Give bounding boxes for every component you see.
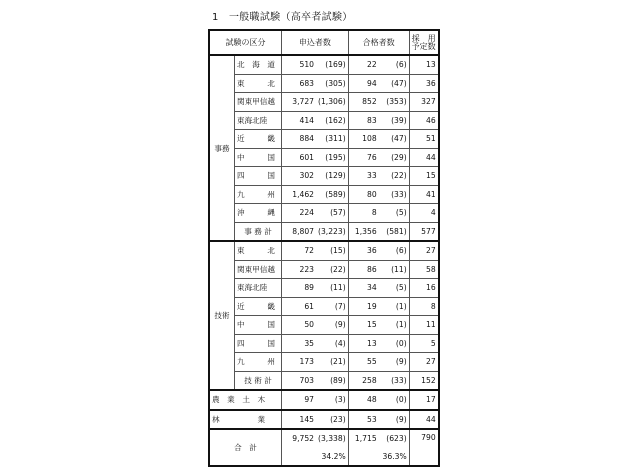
hires-value: 5 — [409, 334, 439, 353]
passed-value: 258 — [348, 371, 379, 390]
passed-value: 36 — [348, 241, 379, 260]
passed-value: 34 — [348, 279, 379, 298]
passed-female: (1) — [379, 297, 410, 316]
hires-value: 8 — [409, 297, 439, 316]
hires-value: 17 — [409, 390, 439, 410]
applicants-value: 1,462 — [282, 185, 317, 204]
hires-value: 46 — [409, 111, 439, 130]
table-row — [209, 204, 439, 223]
applicants-value: 89 — [282, 279, 317, 298]
applicants-value: 61 — [282, 297, 317, 316]
applicants-value: 302 — [282, 167, 317, 186]
region-label: 関東甲信越 — [235, 93, 282, 112]
row-label: 農 業 土 木 — [209, 390, 282, 410]
region-label: 東 北 — [235, 74, 282, 93]
passed-female: (11) — [379, 260, 410, 279]
region-label: 九 州 — [235, 353, 282, 372]
passed-value: 94 — [348, 74, 379, 93]
passed-value: 19 — [348, 297, 379, 316]
region-label: 沖 縄 — [235, 204, 282, 223]
total-hires: 790 — [409, 429, 439, 466]
region-label: 四 国 — [235, 334, 282, 353]
hires-value: 44 — [409, 148, 439, 167]
applicants-female: (57) — [316, 204, 348, 223]
passed-value: 13 — [348, 334, 379, 353]
subtotal-row — [209, 222, 439, 241]
hires-value: 51 — [409, 130, 439, 149]
passed-value: 48 — [348, 390, 379, 410]
applicants-female: (305) — [316, 74, 348, 93]
applicants-female: (311) — [316, 130, 348, 149]
passed-value: 22 — [348, 55, 379, 74]
table-row — [209, 93, 439, 112]
passed-female: (581) — [379, 222, 410, 241]
passed-value: 33 — [348, 167, 379, 186]
passed-female: (353) — [379, 93, 410, 112]
region-label: 北 海 道 — [235, 55, 282, 74]
row-ringyo — [209, 410, 439, 430]
applicants-value: 414 — [282, 111, 317, 130]
passed-female: (5) — [379, 279, 410, 298]
passed-female: (39) — [379, 111, 410, 130]
applicants-value: 683 — [282, 74, 317, 93]
applicants-female: (169) — [316, 55, 348, 74]
passed-female: (29) — [379, 148, 410, 167]
applicants-value: 884 — [282, 130, 317, 149]
table-row — [209, 130, 439, 149]
hires-value: 16 — [409, 279, 439, 298]
applicants-female-ratio: 34.2% — [282, 448, 349, 467]
applicants-female: (1,306) — [316, 93, 348, 112]
applicants-female: (15) — [316, 241, 348, 260]
applicants-female: (9) — [316, 316, 348, 335]
passed-value: 8 — [348, 204, 379, 223]
applicants-female: (22) — [316, 260, 348, 279]
applicants-female: (21) — [316, 353, 348, 372]
applicants-female: (3) — [316, 390, 348, 410]
applicants-value: 510 — [282, 55, 317, 74]
hires-value: 27 — [409, 353, 439, 372]
applicants-value: 97 — [282, 390, 317, 410]
passed-female: (6) — [379, 55, 410, 74]
table-row — [209, 316, 439, 335]
passed-female: (22) — [379, 167, 410, 186]
applicants-value: 601 — [282, 148, 317, 167]
region-label: 東海北陸 — [235, 279, 282, 298]
hires-value: 58 — [409, 260, 439, 279]
region-label: 近 畿 — [235, 297, 282, 316]
passed-value: 76 — [348, 148, 379, 167]
table-row — [209, 185, 439, 204]
header-passed: 合格者数 — [348, 30, 409, 55]
hires-value: 327 — [409, 93, 439, 112]
applicants-value: 173 — [282, 353, 317, 372]
header-category: 試験の区分 — [209, 30, 282, 55]
table-row — [209, 148, 439, 167]
passed-value: 86 — [348, 260, 379, 279]
applicants-value: 145 — [282, 410, 317, 430]
passed-female: (9) — [379, 353, 410, 372]
applicants-female: (7) — [316, 297, 348, 316]
table-row — [209, 55, 439, 74]
table-row — [209, 260, 439, 279]
applicants-female: (23) — [316, 410, 348, 430]
exam-results-table — [208, 29, 440, 467]
table-row — [209, 74, 439, 93]
passed-female-ratio: 36.3% — [348, 448, 409, 467]
hires-value: 41 — [409, 185, 439, 204]
passed-value: 108 — [348, 130, 379, 149]
hires-value: 11 — [409, 316, 439, 335]
applicants-value: 50 — [282, 316, 317, 335]
document-title: 1 一般職試験（高卒者試験） — [212, 12, 353, 23]
table-row — [209, 353, 439, 372]
hires-value: 27 — [409, 241, 439, 260]
hires-value: 15 — [409, 167, 439, 186]
total-label: 合 計 — [209, 429, 282, 466]
region-label: 四 国 — [235, 167, 282, 186]
passed-value: 80 — [348, 185, 379, 204]
applicants-female: (11) — [316, 279, 348, 298]
region-label: 中 国 — [235, 148, 282, 167]
table-row — [209, 167, 439, 186]
hires-value: 36 — [409, 74, 439, 93]
region-label: 九 州 — [235, 185, 282, 204]
hires-value: 152 — [409, 371, 439, 390]
table-row — [209, 111, 439, 130]
hires-value: 13 — [409, 55, 439, 74]
group-label: 事務 — [209, 55, 235, 241]
applicants-female: (129) — [316, 167, 348, 186]
hires-value: 4 — [409, 204, 439, 223]
region-label: 中 国 — [235, 316, 282, 335]
header-applicants: 申込者数 — [282, 30, 349, 55]
region-label: 東海北陸 — [235, 111, 282, 130]
subtotal-row — [209, 371, 439, 390]
passed-female: (33) — [379, 371, 410, 390]
passed-female: (5) — [379, 204, 410, 223]
passed-female: (0) — [379, 390, 410, 410]
passed-value: 83 — [348, 111, 379, 130]
applicants-female: (195) — [316, 148, 348, 167]
table-row — [209, 279, 439, 298]
applicants-value: 223 — [282, 260, 317, 279]
applicants-female: (4) — [316, 334, 348, 353]
header-row — [209, 30, 439, 55]
applicants-value: 8,807 — [282, 222, 317, 241]
passed-female: (47) — [379, 130, 410, 149]
applicants-female: (3,223) — [316, 222, 348, 241]
passed-value: 55 — [348, 353, 379, 372]
table-row — [209, 297, 439, 316]
hires-value: 577 — [409, 222, 439, 241]
passed-female: (33) — [379, 185, 410, 204]
row-total — [209, 429, 439, 448]
passed-value: 53 — [348, 410, 379, 430]
passed-value: 852 — [348, 93, 379, 112]
passed-female: (9) — [379, 410, 410, 430]
hires-value: 44 — [409, 410, 439, 430]
region-label: 東 北 — [235, 241, 282, 260]
subtotal-label: 技 術 計 — [235, 371, 282, 390]
passed-female: (0) — [379, 334, 410, 353]
table-row — [209, 241, 439, 260]
applicants-value: 3,727 — [282, 93, 317, 112]
applicants-value: 72 — [282, 241, 317, 260]
passed-female: (1) — [379, 316, 410, 335]
total-passed: 1,715 — [348, 429, 379, 448]
passed-value: 1,356 — [348, 222, 379, 241]
passed-female: (6) — [379, 241, 410, 260]
applicants-female: (162) — [316, 111, 348, 130]
applicants-female: (89) — [316, 371, 348, 390]
header-hires: 採 用 予定数 — [409, 30, 439, 55]
table-row — [209, 334, 439, 353]
subtotal-label: 事 務 計 — [235, 222, 282, 241]
total-applicants: 9,752 — [282, 429, 317, 448]
region-label: 関東甲信越 — [235, 260, 282, 279]
total-applicants-female: (3,338) — [316, 429, 348, 448]
passed-value: 15 — [348, 316, 379, 335]
group-label: 技術 — [209, 241, 235, 390]
region-label: 近 畿 — [235, 130, 282, 149]
row-label: 林 業 — [209, 410, 282, 430]
total-passed-female: (623) — [379, 429, 410, 448]
applicants-female: (589) — [316, 185, 348, 204]
applicants-value: 224 — [282, 204, 317, 223]
applicants-value: 703 — [282, 371, 317, 390]
applicants-value: 35 — [282, 334, 317, 353]
row-nogyo — [209, 390, 439, 410]
passed-female: (47) — [379, 74, 410, 93]
